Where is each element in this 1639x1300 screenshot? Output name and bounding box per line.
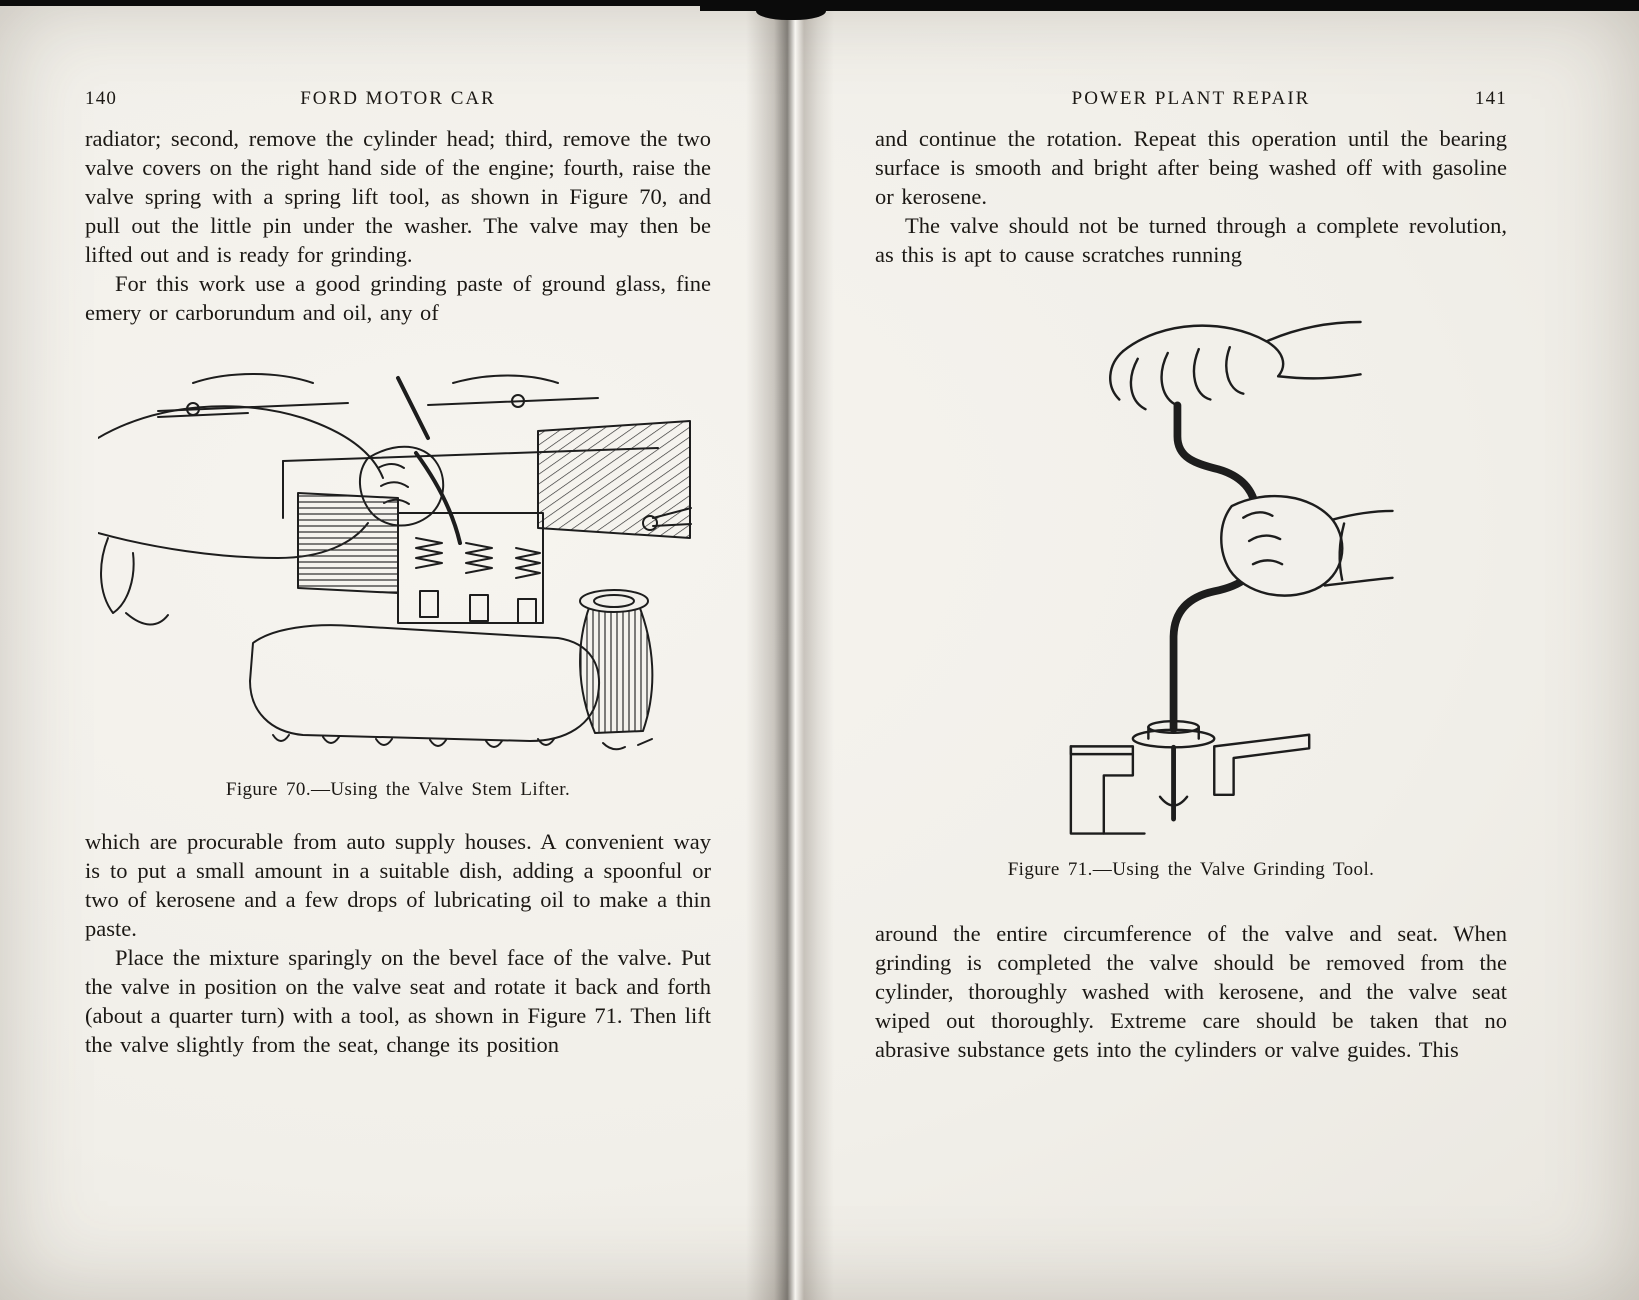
figure-70: [85, 343, 711, 801]
figure-71: [875, 291, 1507, 881]
body-paragraph: which are procurable from auto supply houses. A convenient way is to put a small amount in a suitable dish, adding a spoonful or two of kerosene and a few drops of lubricating oil to make a thin paste.: [85, 829, 711, 941]
running-title: FORD MOTOR CAR: [300, 88, 496, 109]
spine-gutter-shadow: [746, 0, 834, 1300]
body-paragraph: around the entire circumference of the valve and seat. When grinding is completed the valve should be removed from the cylinder, thoroughly washed with kerosene, and the valve seat wiped out thoroughly. Extreme care should be taken that no abrasive substance gets into the cylinders or valve guides. This: [875, 921, 1507, 1062]
body-paragraph: radiator; second, remove the cylinder head; third, remove the two valve covers on the right hand side of the engine; fourth, raise the valve spring with a spring lift tool, as shown in Figure 70, and pull out the little pin under the washer. The valve may then be lifted out and is ready for grinding.: [85, 126, 711, 267]
body-paragraph: and continue the rotation. Repeat this operation until the bearing surface is smooth and bright after being washed off with gasoline or kerosene.: [875, 126, 1507, 209]
body-paragraph: The valve should not be turned through a complete revolution, as this is apt to cause scratches running: [875, 213, 1507, 267]
running-title: POWER PLANT REPAIR: [1071, 88, 1311, 109]
left-page: [85, 0, 711, 1059]
figure-caption: Figure 71.—Using the Valve Grinding Tool.: [1007, 859, 1375, 880]
body-paragraph: For this work use a good grinding paste of ground glass, fine emery or carborundum and oil, any of: [85, 271, 711, 325]
right-page: [875, 0, 1507, 1064]
running-header-left: [85, 88, 711, 110]
figure-caption: Figure 70.—Using the Valve Stem Lifter.: [225, 779, 571, 800]
page-number: 140: [85, 88, 118, 109]
page-number: 141: [1474, 88, 1507, 109]
running-header-right: [875, 88, 1507, 110]
spine-top-shadow: [756, 0, 826, 20]
valve-stem-lifter-illustration: [98, 343, 698, 771]
valve-grinding-tool-illustration: [981, 291, 1401, 851]
body-paragraph: Place the mixture sparingly on the bevel face of the valve. Put the valve in position on the valve seat and rotate it back and forth (about a quarter turn) with a tool, as shown in Figure 71. Then lift the valve slightly from the seat, change its position: [85, 945, 711, 1057]
